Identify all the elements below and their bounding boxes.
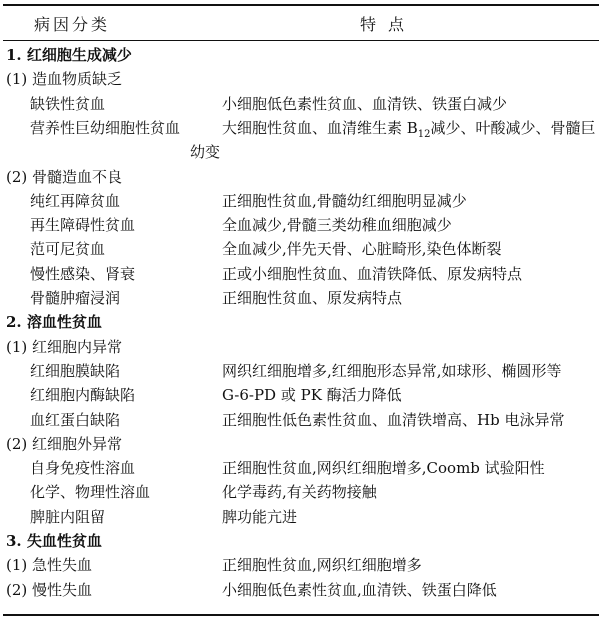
feature-cell: 正细胞性低色素性贫血、血清铁增高、Hb 电泳异常 [222, 410, 565, 429]
cause-cell: 血红蛋白缺陷 [30, 410, 121, 429]
table-row [0, 480, 602, 504]
feature-cell: 正细胞性贫血,网织红细胞增多,Coomb 试验阳性 [222, 459, 545, 478]
table-row [0, 408, 602, 432]
cause-cell: 再生障碍性贫血 [30, 216, 136, 235]
feature-cell: 正细胞性贫血,骨髓幼红细胞明显减少 [222, 191, 467, 210]
feature-cell: 化学毒药,有关药物接触 [222, 483, 377, 502]
cause-cell: 化学、物理性溶血 [30, 483, 151, 502]
feature-cell-continuation: 幼变 [190, 143, 221, 162]
table-row [0, 553, 602, 577]
cause-cell: 范可尼贫血 [30, 240, 106, 259]
subgroup-title: (2) 红细胞外异常 [6, 434, 123, 453]
cause-cell: 自身免疫性溶血 [30, 459, 136, 478]
table-row [0, 529, 602, 553]
table-row [0, 165, 602, 189]
table-row [0, 359, 602, 383]
table-row [0, 578, 602, 602]
header-cause: 病因分类 [34, 15, 111, 34]
table-row [0, 262, 602, 286]
cause-cell: 慢性感染、肾衰 [30, 264, 136, 283]
cause-cell: (2) 慢性失血 [6, 580, 93, 599]
cause-cell: 营养性巨幼细胞性贫血 [30, 118, 181, 137]
feature-cell: 正或小细胞性贫血、血清铁降低、原发病特点 [222, 264, 523, 283]
cause-cell: (1) 急性失血 [6, 556, 93, 575]
cause-cell: 脾脏内阻留 [30, 507, 106, 526]
table-row [0, 335, 602, 359]
table-row [0, 456, 602, 480]
feature-cell: 正细胞性贫血、原发病特点 [222, 289, 403, 307]
section-title: 1. 红细胞生成减少 [6, 46, 132, 64]
table-row [0, 432, 602, 456]
table-row-continuation [0, 140, 602, 164]
table-bottom-rule [3, 614, 599, 616]
subgroup-title: (1) 造血物质缺乏 [6, 70, 123, 89]
cause-cell: 红细胞膜缺陷 [30, 361, 121, 380]
feature-cell: 小细胞低色素性贫血、血清铁、铁蛋白减少 [222, 94, 508, 113]
table-row [0, 505, 602, 529]
feature-cell: 大细胞性贫血、血清维生素 $B_{12}$减少、叶酸减少、骨髓巨 [222, 118, 596, 140]
section-title: 2. 溶血性贫血 [6, 313, 102, 332]
table-row [0, 116, 602, 140]
table-row [0, 383, 602, 407]
table-row [0, 67, 602, 91]
header-feature: 特点 [360, 15, 417, 34]
table-header-rule [3, 40, 599, 41]
table-top-rule [3, 4, 599, 6]
cause-cell: 缺铁性贫血 [30, 94, 106, 113]
table-row [0, 286, 602, 310]
feature-cell: G-6-PD 或 PK 酶活力降低 [222, 386, 402, 405]
table-row [0, 92, 602, 116]
table-row [0, 310, 602, 334]
feature-cell: 正细胞性贫血,网织红细胞增多 [222, 556, 422, 575]
subgroup-title: (1) 红细胞内异常 [6, 337, 123, 356]
cause-cell: 红细胞内酶缺陷 [30, 386, 136, 405]
table-row [0, 213, 602, 237]
feature-cell: 全血减少,骨髓三类幼稚血细胞减少 [222, 216, 452, 235]
subgroup-title: (2) 骨髓造血不良 [6, 167, 123, 186]
cause-cell: 纯红再障贫血 [30, 191, 121, 210]
table-row [0, 189, 602, 213]
table-row [0, 237, 602, 261]
table-row [0, 43, 602, 67]
feature-cell: 全血减少,伴先天骨、心脏畸形,染色体断裂 [222, 240, 502, 259]
cause-cell: 骨髓肿瘤浸润 [30, 289, 121, 307]
section-title: 3. 失血性贫血 [6, 532, 102, 550]
feature-cell: 脾功能亢进 [222, 507, 298, 526]
feature-cell: 网织红细胞增多,红细胞形态异常,如球形、椭圆形等 [222, 361, 562, 380]
feature-cell: 小细胞低色素性贫血,血清铁、铁蛋白降低 [222, 580, 497, 599]
